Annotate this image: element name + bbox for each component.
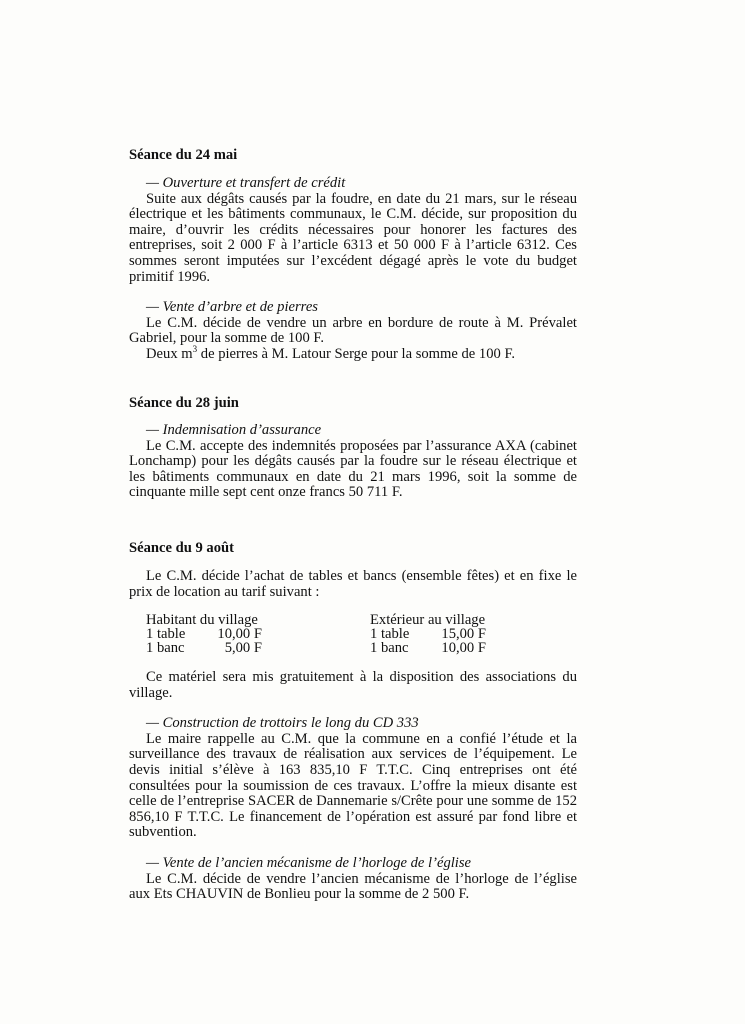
paragraph-horloge: Le C.M. décide de vendre l’ancien mécanisme de l’horloge de l’église aux Ets CHAUVIN de Bonlieu pour la somme de 2 500 F. <box>129 870 577 903</box>
tarif-qty: 1 table <box>370 626 410 642</box>
subheading-ouverture-credit: — Ouverture et transfert de crédit <box>146 175 346 191</box>
subheading-trottoirs: — Construction de trottoirs le long du CD 333 <box>146 715 419 732</box>
subheading-vente-arbre: — Vente d’arbre et de pierres <box>146 299 318 316</box>
paragraph-trottoirs: Le maire rappelle au C.M. que la commune en a confié l’étude et la surveillance des travaux de réalisation aux services de l’équipement. Le devis initial s’élève à 163 835,10 F T.T.C. Cinq entreprises ont été consultées pour la soumission de ces travaux. L’offre la mieux disante est celle de l’entreprise SACER de Dannemarie s/Crête pour une somme de 152 856,10 F T.T.C. Le financement de l’opération est assuré par fond libre et subvention. <box>129 730 577 841</box>
paragraph-materiel: Ce matériel sera mis gratuitement à la disposition des associations du village. <box>129 669 577 701</box>
subheading-indemnisation: — Indemnisation d’assurance <box>146 422 322 438</box>
tarif-habitant <box>146 613 262 655</box>
paragraph-indemnisation: Le C.M. accepte des indemnités proposées par l’assurance AXA (cabinet Lonchamp) pour les dégâts causés par la foudre sur le réseau électrique et les bâtiments communaux en date du 21 mars 1996, soit la somme de cinquante mille sept cent onze francs 50 711 F. <box>129 437 577 501</box>
paragraph-ouverture-credit: Suite aux dégâts causés par la foudre, en date du 21 mars, sur le réseau électrique et les bâtiments communaux, le C.M. décide, sur proposition du maire, d’ouvrir les crédits nécessaires pour honorer les factures des entreprises, soit 2 000 F à l’article 6313 et 50 000 F à l’article 6312. Ces sommes seront imputées sur l’excédent dégagé après le vote du budget primitif 1996. <box>129 190 577 285</box>
section-title-28-juin: Séance du 28 juin <box>129 395 239 411</box>
tarif-exterieur <box>370 613 486 655</box>
text-part: Deux m <box>146 345 193 362</box>
tarif-qty: 1 banc <box>146 640 185 656</box>
tarif-exterieur-heading: Extérieur au village <box>370 612 486 628</box>
tarif-price: 10,00 F <box>217 626 262 642</box>
paragraph-vente-pierres <box>129 344 577 363</box>
paragraph-text: Le C.M. décide l’achat de tables et bancs (ensemble fêtes) et en fixe le prix de location au tarif suivant : <box>129 568 577 600</box>
paragraph-achat-tables <box>129 569 577 600</box>
section-28-juin-body <box>129 423 577 501</box>
subheading-horloge: — Vente de l’ancien mécanisme de l’horloge de l’église <box>146 854 472 871</box>
tarif-habitant-heading: Habitant du village <box>146 612 258 628</box>
section-24-mai-body <box>129 176 577 363</box>
tarif-qty: 1 table <box>146 626 186 642</box>
superscript: 3 <box>192 344 198 355</box>
tarif-row <box>370 627 486 641</box>
section-9-aout-body <box>129 670 577 903</box>
tarif-row <box>370 641 486 655</box>
section-title-24-mai: Séance du 24 mai <box>129 147 238 163</box>
paragraph-vente-arbre: Le C.M. décide de vendre un arbre en bordure de route à M. Prévalet Gabriel, pour la somme de 100 F. <box>129 314 577 347</box>
tarif-price: 5,00 F <box>224 640 262 656</box>
tarif-row <box>146 641 262 655</box>
section-title-9-aout: Séance du 9 août <box>129 540 235 556</box>
tarif-row <box>146 627 262 641</box>
tarif-price: 10,00 F <box>441 640 486 656</box>
tarif-price: 15,00 F <box>441 626 486 642</box>
text-part: de pierres à M. Latour Serge pour la somme de 100 F. <box>197 345 516 362</box>
tarif-qty: 1 banc <box>370 640 409 656</box>
